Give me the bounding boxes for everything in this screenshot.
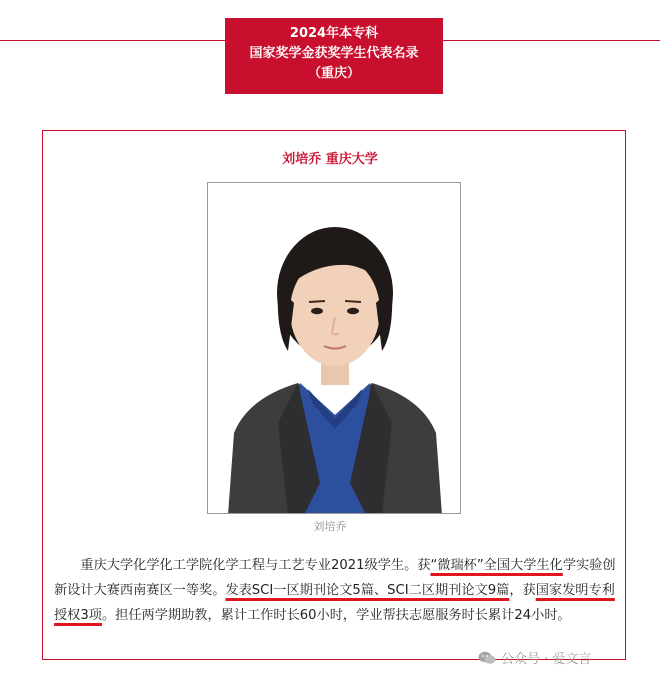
desc-text-3: ，获 (509, 583, 536, 598)
wechat-icon (478, 651, 496, 665)
highlight-patents: 国家发明专利授权3项 (54, 583, 615, 623)
highlight-papers: 发表SCI一区期刊论文5篇、SCI二区期刊论文9篇 (225, 583, 510, 598)
desc-text-4: 。担任两学期助教，累计工作时长60小时，学业帮扶志愿服务时长累计24小时。 (101, 608, 571, 623)
watermark-text: 公众号 · 爱文言 (501, 652, 592, 667)
highlight-award: “微瑞杯”全国大学生化 (430, 558, 563, 573)
student-photo (207, 182, 461, 514)
watermark (478, 648, 591, 667)
student-description (54, 553, 620, 628)
header-line-2: 国家奖学金获奖学生代表名录 (249, 46, 419, 61)
photo-caption: 刘培乔 (313, 520, 347, 533)
student-name-school: 刘培乔 重庆大学 (282, 152, 378, 167)
header-line-3: （重庆） (307, 66, 360, 81)
desc-text-1b: 学 (562, 558, 576, 573)
header-banner (225, 18, 443, 94)
portrait-illustration (208, 183, 461, 514)
desc-text-1: 重庆大学化学化工学院化学工程与工艺专业2021级学生。获 (80, 558, 431, 573)
desc-text-2: 实验创新设计大赛西南赛区一等奖。 (54, 558, 616, 598)
header-line-1: 2024年本专科 (289, 26, 379, 41)
